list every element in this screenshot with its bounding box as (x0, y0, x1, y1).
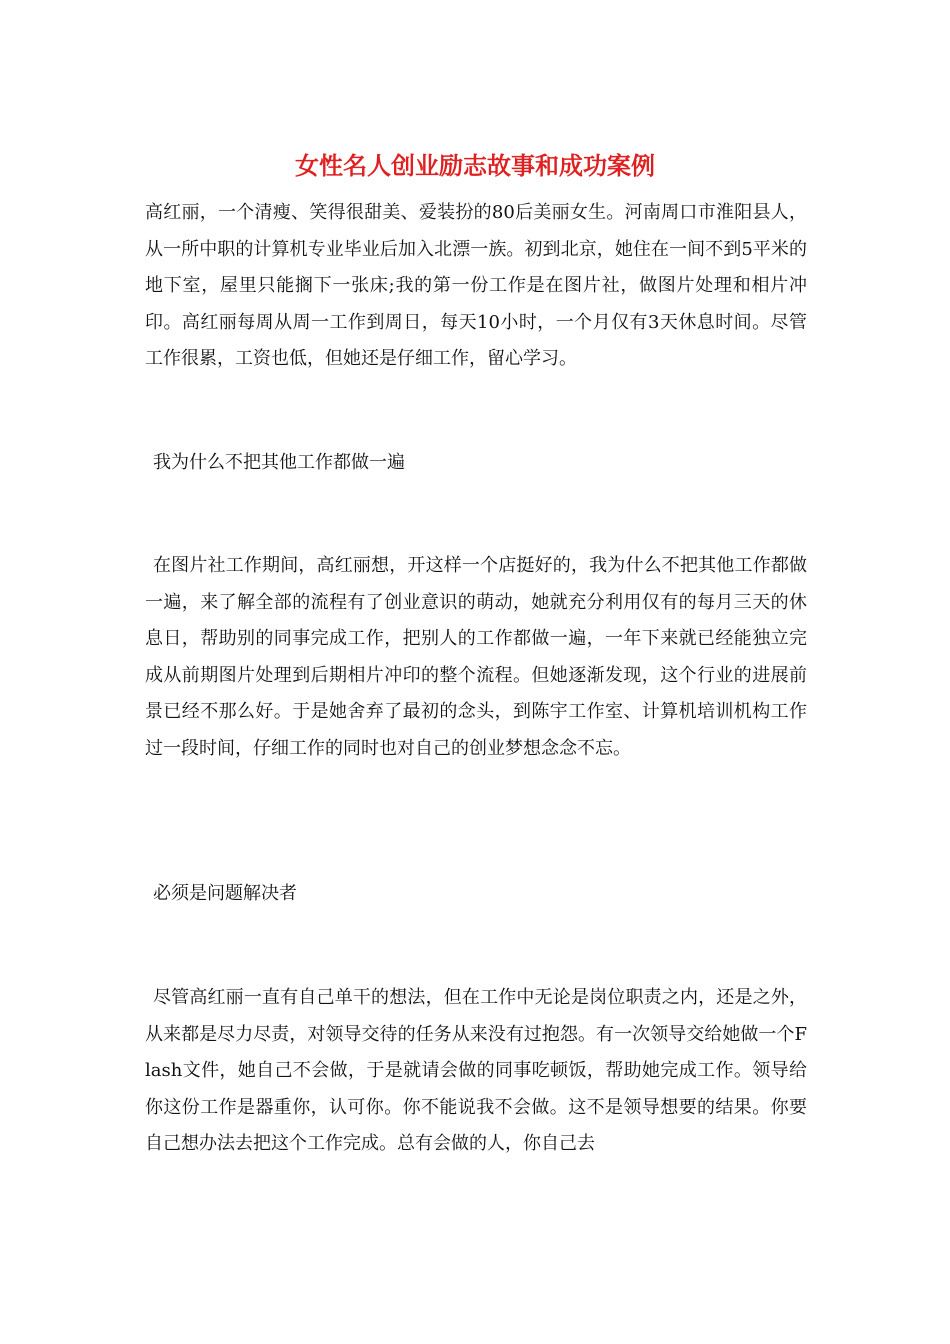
section-heading-2: 必须是问题解决者 (153, 883, 297, 904)
paragraph-section-2: 尽管高红丽一直有自己单干的想法，但在工作中无论是岗位职责之内，还是之外，从来都是尽力尽责，对领导交待的任务从来没有过抱怨。有一次领导交给她做一个Flash文件，她自己不会做，于是就请会做的同事吃顿饭，帮助她完成工作。领导给你这份工作是器重你，认可你。你不能说我不会做。这不是领导想要的结果。你要自己想办法去把这个工作完成。总有会做的人，你自己去 (145, 987, 807, 1155)
section-heading-1: 我为什么不把其他工作都做一遍 (153, 452, 405, 473)
document-title: 女性名人创业励志故事和成功案例 (295, 151, 655, 180)
paragraph-intro: 高红丽，一个清瘦、笑得很甜美、爱装扮的80后美丽女生。河南周口市淮阳县人，从一所中职的计算机专业毕业后加入北漂一族。初到北京，她住在一间不到5平米的地下室，屋里只能搁下一张床;我的第一份工作是在图片社，做图片处理和相片冲印。高红丽每周从周一工作到周日，每天10小时，一个月仅有3天休息时间。尽管工作很累，工资也低，但她还是仔细工作，留心学习。 (145, 202, 807, 370)
paragraph-section-1: 在图片社工作期间，高红丽想，开这样一个店挺好的，我为什么不把其他工作都做一遍，来了解全部的流程有了创业意识的萌动，她就充分利用仅有的每月三天的休息日，帮助别的同事完成工作，把别人的工作都做一遍，一年下来就已经能独立完成从前期图片处理到后期相片冲印的整个流程。但她逐渐发现，这个行业的进展前景已经不那么好。于是她舍弃了最初的念头，到陈宇工作室、计算机培训机构工作过一段时间，仔细工作的同时也对自己的创业梦想念念不忘。 (145, 555, 807, 759)
